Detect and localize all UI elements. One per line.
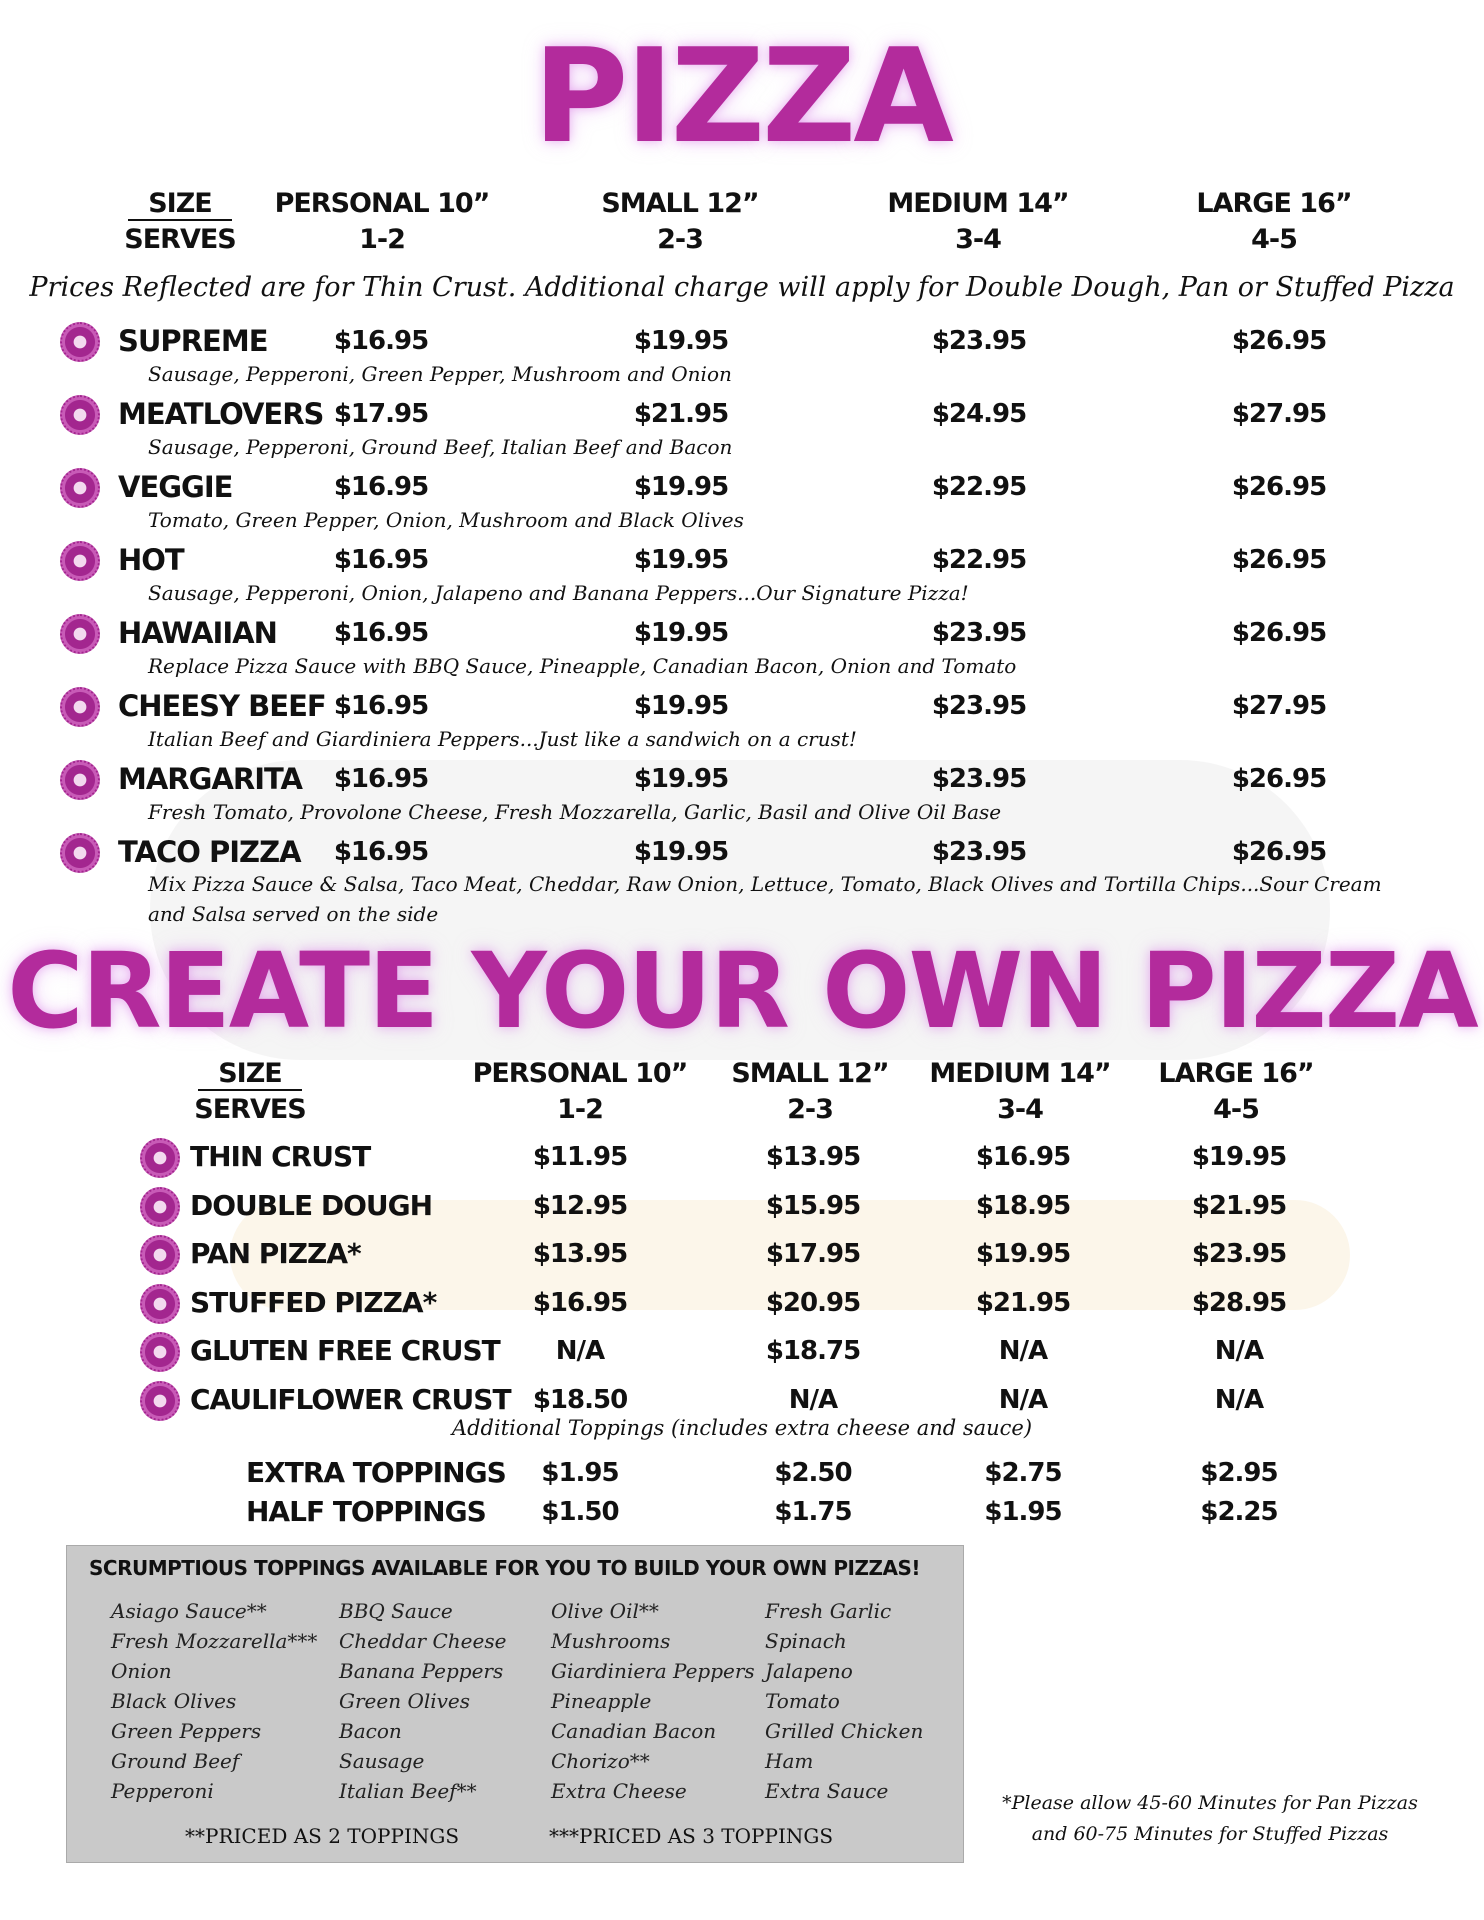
thin-crust-note: Prices Reflected are for Thin Crust. Additional charge will apply for Double Dough, Pan or Stuffed Pizza [29, 272, 1455, 303]
pizza-price: $16.95 [333, 618, 429, 648]
crust-price: N/A [1214, 1336, 1264, 1366]
crust-price: $13.95 [765, 1142, 861, 1172]
pizza-badge-icon [60, 760, 100, 800]
crust-badge-icon [140, 1187, 180, 1227]
topping-item: Black Olives [111, 1689, 237, 1713]
priced-as-2-note: **PRICED AS 2 TOPPINGS [185, 1824, 460, 1848]
pizza-price: $22.95 [931, 545, 1027, 575]
topping-item: Bacon [339, 1719, 402, 1743]
toppings-box-title: SCRUMPTIOUS TOPPINGS AVAILABLE FOR YOU TO BUILD YOUR OWN PIZZAS! [89, 1556, 920, 1580]
cyo-size-col-small: SMALL 12” [731, 1058, 889, 1089]
topping-item: Olive Oil** [551, 1599, 659, 1623]
pizza-name: SUPREME [118, 324, 268, 358]
topping-item: Pepperoni [111, 1779, 214, 1803]
pizza-price: $22.95 [931, 472, 1027, 502]
pizza-price: $24.95 [931, 399, 1027, 429]
pizza-name: HAWAIIAN [118, 616, 277, 650]
size-col-personal: PERSONAL 10” [274, 188, 490, 219]
pizza-price: $16.95 [333, 691, 429, 721]
topping-item: Cheddar Cheese [339, 1629, 507, 1653]
pizza-price: $26.95 [1231, 837, 1327, 867]
pizza-name: HOT [118, 543, 184, 577]
crust-price: N/A [998, 1384, 1048, 1415]
pizza-price: $19.95 [633, 326, 729, 356]
footnote-line-1: *Please allow 45-60 Minutes for Pan Pizzas [1002, 1792, 1418, 1814]
pizza-description: Sausage, Pepperoni, Green Pepper, Mushroom and Onion [148, 362, 732, 386]
crust-price: $16.95 [532, 1287, 628, 1318]
pizza-badge-icon [60, 395, 100, 435]
crust-name: CAULIFLOWER CRUST [190, 1382, 511, 1416]
extra-toppings-row [0, 1454, 1484, 1494]
pizza-row [0, 685, 1484, 757]
toppings-column-4 [765, 1596, 923, 1806]
pizza-price: $27.95 [1231, 399, 1327, 429]
topping-item: Spinach [765, 1629, 847, 1653]
pizza-price: $23.95 [931, 618, 1027, 648]
topping-item: Jalapeno [765, 1659, 853, 1683]
pizza-price: $26.95 [1231, 764, 1327, 794]
pizza-price: $26.95 [1231, 326, 1327, 356]
pizza-name: MEATLOVERS [118, 397, 324, 431]
crust-badge-icon [140, 1332, 180, 1372]
pizza-row [0, 758, 1484, 830]
pizza-description: Sausage, Pepperoni, Onion, Jalapeno and Banana Peppers...Our Signature Pizza! [148, 581, 969, 605]
pizza-description: Italian Beef and Giardiniera Peppers...Just like a sandwich on a crust! [148, 727, 857, 751]
extra-toppings-price: $1.95 [541, 1458, 619, 1488]
topping-item: Ground Beef [111, 1749, 240, 1773]
pizza-price: $19.95 [633, 691, 729, 721]
size-header: SIZE [120, 188, 240, 219]
crust-price: $18.95 [975, 1190, 1071, 1221]
size-col-large: LARGE 16” [1196, 188, 1352, 219]
pizza-badge-icon [60, 468, 100, 508]
topping-item: Tomato [765, 1689, 840, 1713]
serves-col-personal: 1-2 [359, 224, 405, 255]
topping-item: Green Peppers [111, 1719, 262, 1743]
serves-col-medium: 3-4 [955, 224, 1001, 255]
crust-price: $21.95 [975, 1287, 1071, 1318]
extra-toppings-price: $2.95 [1200, 1458, 1278, 1488]
pizza-name: CHEESY BEEF [118, 689, 326, 723]
crust-price: $12.95 [532, 1190, 628, 1221]
crust-price: $11.95 [532, 1142, 628, 1172]
crust-price: $19.95 [1191, 1142, 1287, 1172]
topping-item: Chorizo** [551, 1749, 650, 1773]
crust-name: THIN CRUST [190, 1140, 371, 1173]
pizza-price: $16.95 [333, 326, 429, 356]
topping-item: Grilled Chicken [765, 1719, 924, 1743]
topping-item: Green Olives [339, 1689, 471, 1713]
extra-toppings-price: $1.95 [984, 1497, 1062, 1527]
pizza-section-title: PIZZA [533, 20, 951, 172]
crust-name: STUFFED PIZZA* [190, 1285, 437, 1319]
pizza-row [0, 831, 1484, 926]
cyo-serves-col-personal: 1-2 [557, 1094, 603, 1125]
topping-item: Asiago Sauce** [111, 1599, 267, 1623]
cyo-size-col-medium: MEDIUM 14” [929, 1058, 1111, 1089]
topping-item: Pineapple [551, 1689, 652, 1713]
topping-item: Fresh Mozzarella*** [111, 1629, 318, 1653]
pizza-name: VEGGIE [118, 470, 233, 504]
crust-row [0, 1185, 1484, 1233]
pizza-row [0, 320, 1484, 392]
pizza-price: $16.95 [333, 472, 429, 502]
crust-price: $13.95 [532, 1239, 628, 1269]
pizza-price: $19.95 [633, 618, 729, 648]
pizza-badge-icon [60, 687, 100, 727]
crust-price: $19.95 [975, 1239, 1071, 1269]
priced-as-3-note: ***PRICED AS 3 TOPPINGS [549, 1824, 834, 1848]
topping-item: Mushrooms [551, 1629, 671, 1653]
cyo-serves-col-medium: 3-4 [997, 1094, 1043, 1125]
pizza-price: $19.95 [633, 545, 729, 575]
pizza-row [0, 612, 1484, 684]
topping-item: Canadian Bacon [551, 1719, 717, 1743]
extra-toppings-price: $2.50 [774, 1458, 852, 1488]
pizza-price: $23.95 [931, 764, 1027, 794]
topping-item: Italian Beef** [339, 1779, 477, 1803]
additional-toppings-note: Additional Toppings (includes extra cheese and sauce) [451, 1416, 1033, 1440]
pizza-price: $19.95 [633, 837, 729, 867]
pizza-price: $26.95 [1231, 545, 1327, 575]
pizza-price: $21.95 [633, 399, 729, 429]
crust-name: DOUBLE DOUGH [190, 1188, 433, 1222]
pizza-row [0, 393, 1484, 465]
crust-price: $21.95 [1191, 1190, 1287, 1221]
crust-price: $23.95 [1191, 1239, 1287, 1269]
pizza-description: Sausage, Pepperoni, Ground Beef, Italian Beef and Bacon [148, 435, 733, 459]
crust-row [0, 1282, 1484, 1330]
cyo-section-title: CREATE YOUR OWN PIZZA [7, 930, 1477, 1052]
crust-price: $18.50 [532, 1384, 628, 1415]
crust-row [0, 1330, 1484, 1378]
extra-toppings-price: $2.25 [1200, 1497, 1278, 1527]
crust-row [0, 1233, 1484, 1281]
pizza-price: $17.95 [333, 399, 429, 429]
serves-col-small: 2-3 [657, 224, 703, 255]
crust-badge-icon [140, 1284, 180, 1324]
topping-item: Giardiniera Peppers [551, 1659, 755, 1683]
topping-item: Sausage [339, 1749, 425, 1773]
pizza-badge-icon [60, 833, 100, 873]
cyo-size-col-large: LARGE 16” [1158, 1058, 1314, 1089]
size-col-small: SMALL 12” [601, 188, 759, 219]
topping-item: Banana Peppers [339, 1659, 504, 1683]
topping-item: Extra Sauce [765, 1779, 889, 1803]
extra-toppings-name: HALF TOPPINGS [246, 1495, 486, 1528]
pizza-name: MARGARITA [118, 762, 302, 796]
toppings-column-2 [339, 1596, 506, 1806]
crust-price: $17.95 [765, 1239, 861, 1269]
serves-header: SERVES [124, 224, 236, 255]
crust-price: $16.95 [975, 1142, 1071, 1172]
pizza-badge-icon [60, 322, 100, 362]
crust-price: N/A [555, 1336, 605, 1366]
extra-toppings-name: EXTRA TOPPINGS [246, 1456, 506, 1489]
cyo-size-header: SIZE [190, 1058, 310, 1089]
cyo-serves-col-large: 4-5 [1213, 1094, 1259, 1125]
crust-price: N/A [788, 1384, 838, 1415]
cyo-serves-header: SERVES [194, 1094, 306, 1125]
extra-toppings-price: $2.75 [984, 1458, 1062, 1488]
pizza-price: $26.95 [1231, 472, 1327, 502]
pizza-price: $19.95 [633, 472, 729, 502]
size-col-medium: MEDIUM 14” [887, 188, 1069, 219]
pizza-description: Replace Pizza Sauce with BBQ Sauce, Pineapple, Canadian Bacon, Onion and Tomato [148, 654, 1017, 678]
serves-col-large: 4-5 [1251, 224, 1297, 255]
pizza-price: $23.95 [931, 691, 1027, 721]
footnote-line-2: and 60-75 Minutes for Stuffed Pizzas [1031, 1823, 1389, 1845]
pizza-price: $16.95 [333, 837, 429, 867]
pizza-price: $16.95 [333, 545, 429, 575]
cyo-serves-col-small: 2-3 [787, 1094, 833, 1125]
pizza-row [0, 466, 1484, 538]
cyo-size-col-personal: PERSONAL 10” [472, 1058, 688, 1089]
pizza-name: TACO PIZZA [118, 835, 301, 869]
topping-item: Onion [111, 1659, 172, 1683]
extra-toppings-price: $1.50 [541, 1497, 619, 1527]
crust-price: N/A [998, 1336, 1048, 1366]
toppings-box [66, 1545, 964, 1863]
crust-price: $28.95 [1191, 1287, 1287, 1318]
crust-badge-icon [140, 1235, 180, 1275]
pizza-price: $26.95 [1231, 618, 1327, 648]
topping-item: BBQ Sauce [339, 1599, 453, 1623]
pizza-description: Tomato, Green Pepper, Onion, Mushroom and Black Olives [148, 508, 744, 532]
pizza-badge-icon [60, 614, 100, 654]
pizza-price: $23.95 [931, 837, 1027, 867]
pizza-price: $19.95 [633, 764, 729, 794]
crust-price: $20.95 [765, 1287, 861, 1318]
pizza-price: $23.95 [931, 326, 1027, 356]
crust-name: GLUTEN FREE CRUST [190, 1334, 500, 1367]
crust-price: $18.75 [765, 1336, 861, 1366]
crust-row [0, 1136, 1484, 1184]
pizza-description: Fresh Tomato, Provolone Cheese, Fresh Mozzarella, Garlic, Basil and Olive Oil Base [148, 800, 1002, 824]
pizza-description: Mix Pizza Sauce & Salsa, Taco Meat, Cheddar, Raw Onion, Lettuce, Tomato, Black Olives and Tortilla Chips...Sour Cream and Salsa served on the side [148, 872, 1382, 926]
pizza-row [0, 539, 1484, 611]
topping-item: Extra Cheese [551, 1779, 687, 1803]
crust-price: $15.95 [765, 1190, 861, 1221]
topping-item: Ham [765, 1749, 814, 1773]
topping-item: Fresh Garlic [765, 1599, 892, 1623]
pizza-price: $16.95 [333, 764, 429, 794]
crust-badge-icon [140, 1381, 180, 1421]
crust-price: N/A [1214, 1384, 1264, 1415]
toppings-column-1 [111, 1596, 317, 1806]
pizza-badge-icon [60, 541, 100, 581]
crust-badge-icon [140, 1138, 180, 1178]
pizza-price: $27.95 [1231, 691, 1327, 721]
toppings-column-3 [551, 1596, 755, 1806]
wait-time-footnote [990, 1788, 1430, 1850]
extra-toppings-row [0, 1493, 1484, 1533]
crust-name: PAN PIZZA* [190, 1237, 361, 1270]
extra-toppings-price: $1.75 [774, 1497, 852, 1527]
